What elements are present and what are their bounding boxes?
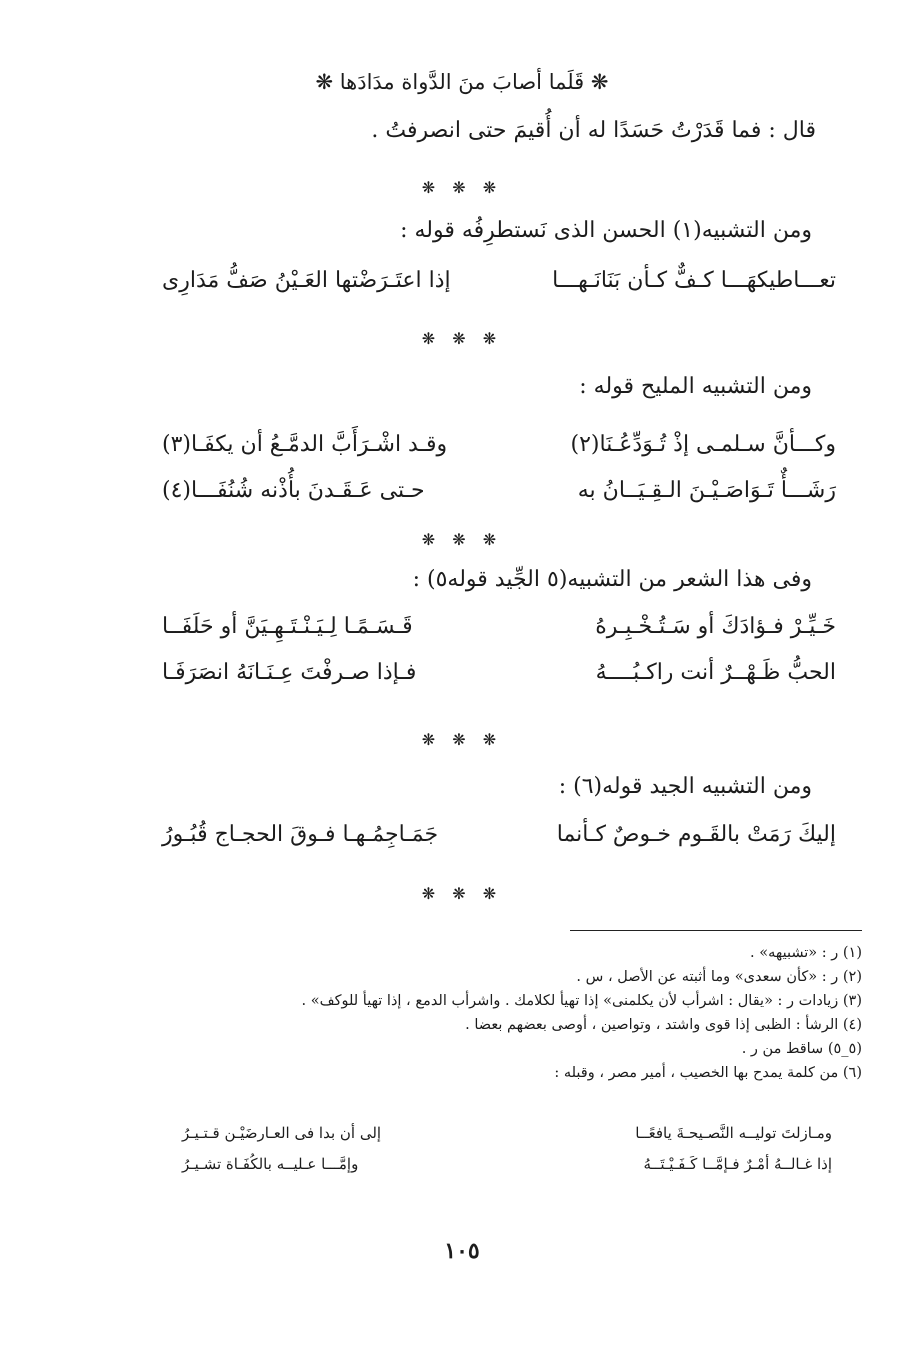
footnote: (١) ر : «تشبيهه» . — [750, 945, 862, 961]
footnote-verse-right: إذا غـالــهُ أمْـرٌ فـإمَّــا كَـفَـيْـتَــهُ — [643, 1155, 832, 1173]
verse-hemistich-right: رَشَـــأٌ تَـوَاصَـيْـنَ الـقِـيَــانُ به — [577, 478, 836, 503]
section-divider-stars: ❋ ❋ ❋ — [421, 884, 503, 903]
section-divider-stars: ❋ ❋ ❋ — [421, 178, 503, 197]
footnote-verse-left: وإمَّـــا عـليــه بالكُفَـاة تشـيـرُ — [182, 1155, 359, 1173]
opening-verse-line: ❋ قَلَما أصابَ منَ الدَّواة مدَادَها ❋ — [315, 70, 609, 94]
paragraph-intro: ومن التشبيه المليح قوله : — [579, 374, 812, 399]
verse-hemistich-left: جَمَـاجِمُـهـا فـوقَ الحجـاج قُبُـورُ — [162, 822, 439, 847]
verse-hemistich-left: وقـد اشْـرَأَبَّ الدمَّـعُ أن يكفَـا(٣) — [162, 432, 448, 457]
section-divider-stars: ❋ ❋ ❋ — [421, 530, 503, 549]
footnote: (٤) الرشأ : الظبى إذا قوى واشتد ، وتواصين ، أوصى بعضهم بعضا . — [465, 1017, 862, 1033]
verse-hemistich-right: إليكَ رَمَتْ بالقَـوم خـوصٌ كـأنما — [556, 822, 836, 847]
verse-hemistich-left: قَـسَـمًـا لِـيَـنْـتَـهِـيَنَّ أو حَلَفَــا — [162, 614, 413, 639]
footnote: (٥_٥) ساقط من ر . — [741, 1041, 862, 1057]
footnote: (٢) ر : «كأن سعدى» وما أثبته عن الأصل ، س . — [576, 969, 862, 985]
verse-hemistich-left: حـتى عَـقَـدنَ بأُذْنه شُنُفَـــا(٤) — [162, 478, 425, 503]
paragraph-intro: وفى هذا الشعر من التشبيه(٥ الجِّيد قوله٥) : — [412, 567, 812, 592]
verse-hemistich-left: فـإذا صـرفْتَ عِـنَـانَهُ انصَرَفَـا — [162, 660, 417, 685]
page-number: ١٠٥ — [444, 1238, 480, 1264]
verse-hemistich-right: الحبُّ ظَـهْــرٌ أنت راكـبُــــهُ — [595, 660, 836, 685]
section-divider-stars: ❋ ❋ ❋ — [421, 730, 503, 749]
footnote: (٦) من كلمة يمدح بها الخصيب ، أمير مصر ، وقبله : — [554, 1065, 862, 1081]
footnote-verse-right: ومـازلتَ توليــه النَّصـيحـةَ يافعًــا — [635, 1124, 832, 1142]
verse-hemistich-right: خَـيِّـرْ فـؤادَكَ أو سَـتُـخْـبِـرهُ — [595, 614, 836, 639]
footnote: (٣) زيادات ر : «يقال : اشرأب لأن يكلمنى» إذا تهيأ لكلامك . واشرأب الدمع ، إذا تهيأ للوكف» . — [301, 993, 862, 1009]
verse-hemistich-right: وكـــأنَّ سـلمـى إذْ تُـوَدِّعُـنَا(٢) — [570, 432, 836, 457]
section-divider-stars: ❋ ❋ ❋ — [421, 329, 503, 348]
verse-hemistich-left: إذا اعتَـرَضْتها العَـيْنُ صَفُّ مَدَارِى — [162, 268, 451, 293]
verse-hemistich-right: تعـــاطيكهَـــا كـفٌّ كـأن بَنَانَـهـــا — [552, 268, 836, 293]
footnote-separator — [570, 930, 862, 931]
footnote-verse-left: إلى أن بدا فى العـارضَيْـن قـتـيـرُ — [182, 1124, 382, 1142]
paragraph-intro: ومن التشبيه الجيد قوله(٦) : — [558, 774, 812, 799]
text-line: قال : فما قَدَرْتُ حَسَدًا له أن أُقيمَ حتى انصرفتُ . — [371, 118, 816, 143]
paragraph-intro: ومن التشبيه(١) الحسن الذى نَستطرِفُه قوله : — [400, 218, 812, 243]
